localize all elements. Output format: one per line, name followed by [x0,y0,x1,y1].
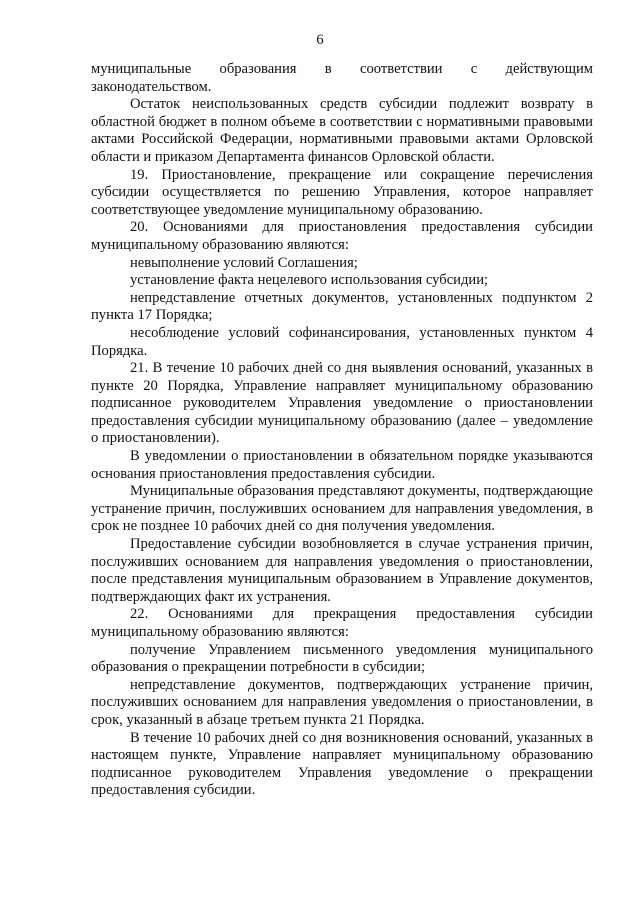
paragraph-item-22: 22. Основаниями для прекращения предоставления субсидии муниципальному образованию являются: [91,606,593,640]
paragraph-item-20: 20. Основаниями для приостановления предоставления субсидии муниципальному образованию являются: [91,219,593,253]
list-item-no-reports: непредставление отчетных документов, установленных подпунктом 2 пункта 17 Порядка; [91,289,593,324]
list-item-no-documents: непредставление документов, подтверждающих устранение причин, послуживших основанием для направления уведомления о приостановлении, в срок, указанный в абзаце третьем пункта 21 Порядка. [91,676,593,728]
paragraph-item-19: 19. Приостановление, прекращение или сокращение перечисления субсидии осуществляется по решению Управления, которое направляет соответствующее уведомление муниципальному образованию. [91,166,593,218]
paragraph-documents-submission: Муниципальные образования представляют документы, подтверждающие устранение причин, послуживших основанием для направления уведомления, в срок не позднее 10 рабочих дней со дня получения уведомления. [91,483,593,535]
list-item-cofinancing: несоблюдение условий софинансирования, установленных пунктом 4 Порядка. [91,324,593,359]
list-item-agreement-violation: невыполнение условий Соглашения; [130,254,358,271]
page-number: 6 [316,32,324,48]
list-item-misuse: установление факта нецелевого использования субсидии; [130,272,489,289]
paragraph-item-21: 21. В течение 10 рабочих дней со дня выявления оснований, указанных в пункте 20 Порядка, Управление направляет муниципальному образованию подписанное руководителем Управления уведомление о приостановлении предоставления субсидии муниципальному образованию (далее – уведомление о приостановлении). [91,360,593,447]
paragraph-continuation: муниципальные образования в соответствии с действующим законодательством. [91,61,593,95]
paragraph-resumption: Предоставление субсидии возобновляется в случае устранения причин, послуживших основанием для направления уведомления о приостановлении, после представления муниципальным образованием в Управление документов, подтверждающих факт их устранения. [91,536,593,605]
paragraph-termination-notice: В течение 10 рабочих дней со дня возникновения оснований, указанных в настоящем пункте, Управление направляет муниципальному образованию подписанное руководителем Управления уведомление о прекращении предоставления субсидии. [91,729,593,799]
list-item-written-notice: получение Управлением письменного уведомления муниципального образования о прекращении потребности в субсидии; [91,641,593,676]
document-body [91,61,593,800]
paragraph-subsidy-remainder: Остаток неиспользованных средств субсидии подлежит возврату в областной бюджет в полном объеме в соответствии с нормативными правовыми актами Российской Федерации, нормативными правовыми актами Орловской области и приказом Департамента финансов Орловской области. [91,96,593,165]
paragraph-notice-grounds: В уведомлении о приостановлении в обязательном порядке указываются основания приостановления предоставления субсидии. [91,448,593,482]
